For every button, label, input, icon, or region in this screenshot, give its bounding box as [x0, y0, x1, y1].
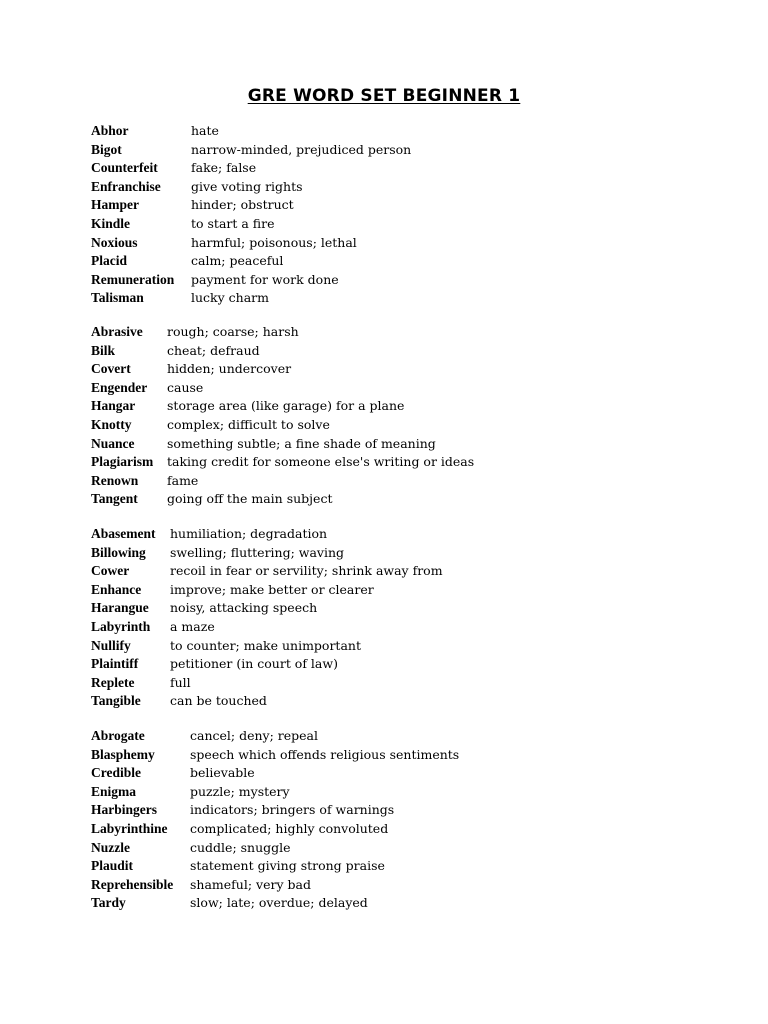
vocab-term: Abrogate	[91, 728, 145, 743]
vocab-term: Billowing	[91, 544, 146, 560]
vocab-definition: cuddle; snuggle	[190, 839, 291, 855]
vocab-term: Bilk	[91, 342, 116, 358]
vocab-definition: improve; make better or clearer	[170, 581, 374, 597]
vocab-definition: hidden; undercover	[167, 361, 292, 377]
vocab-term: Tangible	[91, 693, 141, 709]
vocab-term: Labyrinth	[91, 618, 151, 634]
vocab-definition: calm; peaceful	[191, 253, 284, 269]
vocab-term: Counterfeit	[91, 160, 158, 176]
vocab-definition: taking credit for someone else's writing or ideas	[167, 454, 475, 470]
vocab-term: Harbingers	[91, 802, 157, 818]
vocab-definition: something subtle; a fine shade of meaning	[167, 435, 436, 451]
vocab-definition: petitioner (in court of law)	[170, 656, 338, 672]
vocab-term: Talisman	[91, 290, 144, 306]
vocab-definition: hate	[191, 123, 219, 138]
vocab-definition: give voting rights	[191, 178, 303, 194]
vocab-definition: a maze	[170, 618, 215, 634]
vocab-definition: speech which offends religious sentiments	[190, 746, 460, 762]
vocab-definition: fake; false	[191, 160, 257, 176]
vocab-term: Hamper	[91, 197, 139, 213]
vocab-definition: storage area (like garage) for a plane	[167, 398, 405, 414]
vocab-definition: narrow-minded, prejudiced person	[191, 141, 412, 157]
vocab-term: Tangent	[91, 491, 138, 507]
vocab-term: Plaintiff	[91, 656, 139, 672]
vocab-term: Credible	[91, 765, 141, 781]
vocab-term: Tardy	[91, 895, 126, 911]
vocab-term: Replete	[91, 674, 135, 690]
vocab-definition: lucky charm	[191, 290, 269, 306]
vocab-definition: cause	[167, 379, 204, 395]
vocab-term: Remuneration	[91, 271, 175, 287]
vocab-definition: can be touched	[170, 693, 267, 709]
vocab-term: Harangue	[91, 600, 149, 616]
vocab-definition: fame	[167, 472, 199, 488]
vocab-definition: indicators; bringers of warnings	[190, 802, 395, 818]
vocab-term: Abhor	[91, 123, 129, 138]
vocab-definition: slow; late; overdue; delayed	[190, 895, 368, 911]
vocab-definition: cancel; deny; repeal	[190, 728, 319, 743]
vocab-term: Bigot	[91, 141, 122, 157]
vocab-definition: rough; coarse; harsh	[167, 324, 299, 339]
vocab-term: Enigma	[91, 783, 137, 799]
vocab-term: Nullify	[91, 637, 131, 653]
vocab-definition: recoil in fear or servility; shrink away from	[170, 563, 443, 579]
vocab-term: Kindle	[91, 215, 131, 231]
vocab-term: Nuance	[91, 435, 135, 451]
vocab-term: Engender	[91, 379, 148, 395]
vocab-definition: to start a fire	[191, 215, 275, 231]
vocab-definition: harmful; poisonous; lethal	[191, 234, 357, 250]
vocab-term: Renown	[91, 472, 139, 488]
vocab-definition: going off the main subject	[167, 491, 333, 507]
vocab-definition: swelling; fluttering; waving	[170, 544, 345, 560]
vocab-term: Enfranchise	[91, 178, 161, 194]
vocab-definition: shameful; very bad	[190, 876, 311, 892]
vocab-term: Hangar	[91, 398, 136, 414]
vocab-definition: hinder; obstruct	[191, 197, 294, 213]
vocab-term: Reprehensible	[91, 876, 174, 892]
vocab-definition: believable	[190, 765, 255, 781]
vocab-term: Noxious	[91, 234, 138, 250]
vocab-definition: to counter; make unimportant	[170, 637, 361, 653]
vocab-definition: puzzle; mystery	[190, 783, 290, 799]
vocab-term: Abrasive	[91, 324, 143, 339]
vocab-definition: noisy, attacking speech	[170, 600, 318, 616]
vocab-definition: humiliation; degradation	[170, 526, 328, 541]
vocab-definition: complicated; highly convoluted	[190, 820, 389, 836]
vocab-term: Knotty	[91, 416, 132, 432]
vocab-term: Plagiarism	[91, 454, 154, 470]
vocab-term: Labyrinthine	[91, 820, 168, 836]
vocab-definition: full	[170, 674, 191, 690]
vocab-definition: statement giving strong praise	[190, 858, 385, 874]
vocab-term: Nuzzle	[91, 839, 130, 855]
vocab-term: Placid	[91, 253, 127, 269]
vocab-definition: cheat; defraud	[167, 342, 260, 358]
vocab-definition: complex; difficult to solve	[167, 416, 330, 432]
vocab-term: Enhance	[91, 581, 142, 597]
vocab-term: Plaudit	[91, 858, 134, 874]
vocab-term: Cower	[91, 563, 130, 579]
vocab-definition: payment for work done	[191, 271, 339, 287]
vocab-term: Abasement	[91, 526, 156, 541]
document-title: GRE WORD SET BEGINNER 1	[247, 86, 521, 106]
vocab-term: Blasphemy	[91, 746, 155, 762]
vocab-term: Covert	[91, 361, 131, 377]
